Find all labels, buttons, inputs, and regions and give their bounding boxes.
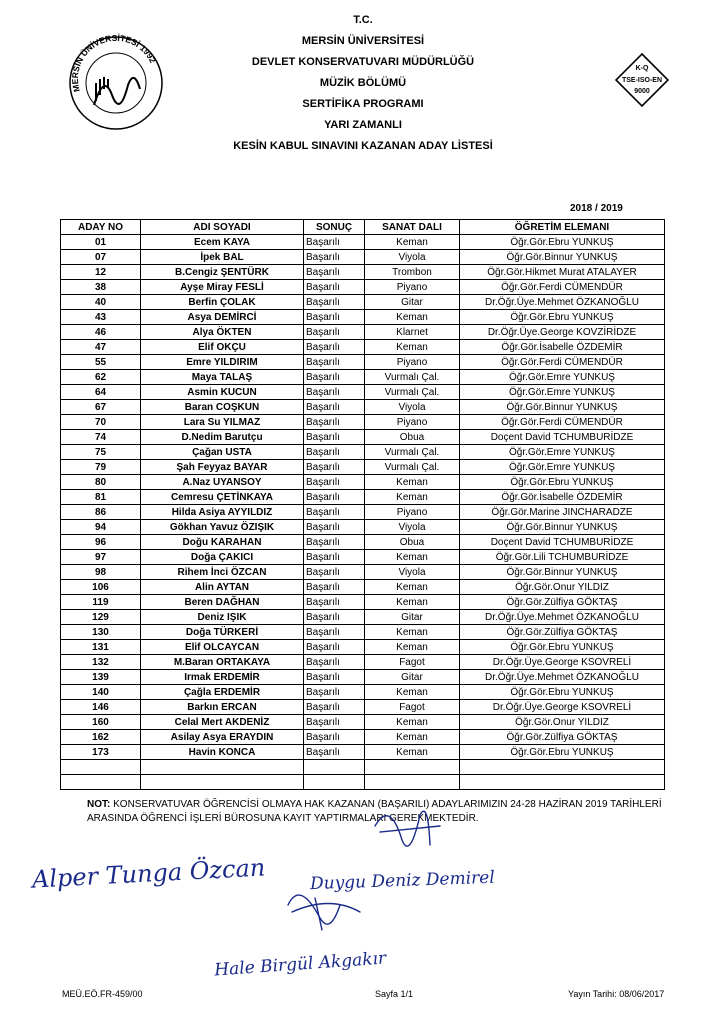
cell-sanat-dali: Keman xyxy=(365,715,460,730)
col-sonuc: SONUÇ xyxy=(304,220,365,235)
cell-sonuc: Başarılı xyxy=(304,715,365,730)
table-row xyxy=(61,385,665,400)
cell-sonuc: Başarılı xyxy=(304,415,365,430)
table-row xyxy=(61,355,665,370)
cell-adi-soyadi: Çağan USTA xyxy=(141,445,304,460)
cell-sonuc: Başarılı xyxy=(304,520,365,535)
cell-sanat-dali: Klarnet xyxy=(365,325,460,340)
cell-aday-no: 140 xyxy=(61,685,141,700)
cell-aday-no: 55 xyxy=(61,355,141,370)
cell-sanat-dali: Fagot xyxy=(365,700,460,715)
table-row xyxy=(61,520,665,535)
header-line-5: SERTİFİKA PROGRAMI xyxy=(302,98,424,110)
cell-sonuc: Başarılı xyxy=(304,355,365,370)
table-row xyxy=(61,655,665,670)
header-line-4: MÜZİK BÖLÜMÜ xyxy=(319,77,407,89)
cell-sanat-dali: Piyano xyxy=(365,415,460,430)
form-code: MEÜ.EÖ.FR-459/00 xyxy=(62,989,143,999)
table-row xyxy=(61,250,665,265)
cell-ogretim-elemani: Doçent David TCHUMBURİDZE xyxy=(460,430,665,445)
table-row xyxy=(61,730,665,745)
cell-adi-soyadi: Beren DAĞHAN xyxy=(141,595,304,610)
page-number: Sayfa 1/1 xyxy=(375,989,414,999)
table-row xyxy=(61,400,665,415)
cell-ogretim-elemani: Dr.Öğr.Üye.Mehmet ÖZKANOĞLU xyxy=(460,670,665,685)
cell-aday-no: 139 xyxy=(61,670,141,685)
cell-sonuc: Başarılı xyxy=(304,700,365,715)
cell-ogretim-elemani: Öğr.Gör.İsabelle ÖZDEMİR xyxy=(460,490,665,505)
cell-adi-soyadi: Ecem KAYA xyxy=(141,235,304,250)
cell-ogretim-elemani: Öğr.Gör.Zülfiya GÖKTAŞ xyxy=(460,625,665,640)
table-row xyxy=(61,535,665,550)
cell-sonuc: Başarılı xyxy=(304,385,365,400)
cell-aday-no: 74 xyxy=(61,430,141,445)
cell-ogretim-elemani: Öğr.Gör.Binnur YUNKUŞ xyxy=(460,400,665,415)
cell-sonuc: Başarılı xyxy=(304,325,365,340)
signature-1: Alper Tunga Özcan xyxy=(31,853,266,894)
registration-note xyxy=(87,798,667,826)
cell-adi-soyadi: Deniz IŞIK xyxy=(141,610,304,625)
cell-sanat-dali: Keman xyxy=(365,640,460,655)
cell-sonuc: Başarılı xyxy=(304,745,365,760)
cell-sonuc: Başarılı xyxy=(304,580,365,595)
cell-sonuc: Başarılı xyxy=(304,625,365,640)
cell-aday-no: 129 xyxy=(61,610,141,625)
table-row xyxy=(61,310,665,325)
cell-aday-no: 79 xyxy=(61,460,141,475)
note-label: NOT: xyxy=(87,799,111,810)
table-row xyxy=(61,580,665,595)
cell-adi-soyadi: B.Cengiz ŞENTÜRK xyxy=(141,265,304,280)
cell-aday-no: 67 xyxy=(61,400,141,415)
cell-adi-soyadi: Ayşe Miray FESLİ xyxy=(141,280,304,295)
cell-sanat-dali: Keman xyxy=(365,310,460,325)
col-aday-no: ADAY NO xyxy=(61,220,141,235)
cell-aday-no: 132 xyxy=(61,655,141,670)
cell-ogretim-elemani: Öğr.Gör.Lili TCHUMBURİDZE xyxy=(460,550,665,565)
cell-sanat-dali: Gitar xyxy=(365,295,460,310)
cell-sanat-dali: Piyano xyxy=(365,355,460,370)
table-row xyxy=(61,550,665,565)
cell-adi-soyadi: Şah Feyyaz BAYAR xyxy=(141,460,304,475)
cell-aday-no: 62 xyxy=(61,370,141,385)
cell-adi-soyadi: Alya ÖKTEN xyxy=(141,325,304,340)
table-row xyxy=(61,775,665,790)
cell-sonuc: Başarılı xyxy=(304,235,365,250)
cell-sonuc: Başarılı xyxy=(304,250,365,265)
cell-ogretim-elemani: Doçent David TCHUMBURİDZE xyxy=(460,535,665,550)
table-row xyxy=(61,700,665,715)
cell-adi-soyadi: İpek BAL xyxy=(141,250,304,265)
table-row xyxy=(61,490,665,505)
cell-adi-soyadi: Elif OLCAYCAN xyxy=(141,640,304,655)
cell-sanat-dali: Piyano xyxy=(365,505,460,520)
header-line-6: YARI ZAMANLI xyxy=(324,119,402,131)
cell-aday-no: 75 xyxy=(61,445,141,460)
cell-ogretim-elemani: Dr.Öğr.Üye.George KOVZİRİDZE xyxy=(460,325,665,340)
cell-ogretim-elemani xyxy=(460,775,665,790)
header-line-7: KESİN KABUL SINAVINI KAZANAN ADAY LİSTESİ xyxy=(233,140,493,152)
cell-sonuc xyxy=(304,760,365,775)
cell-sonuc: Başarılı xyxy=(304,550,365,565)
cell-aday-no: 119 xyxy=(61,595,141,610)
cell-sonuc: Başarılı xyxy=(304,295,365,310)
cell-sonuc: Başarılı xyxy=(304,310,365,325)
col-ogretim-elemani: ÖĞRETİM ELEMANI xyxy=(460,220,665,235)
cell-sanat-dali: Keman xyxy=(365,595,460,610)
cell-sonuc: Başarılı xyxy=(304,565,365,580)
cell-ogretim-elemani: Öğr.Gör.Ferdi CÜMENDÜR xyxy=(460,415,665,430)
cell-adi-soyadi: Asya DEMİRCİ xyxy=(141,310,304,325)
cell-sonuc: Başarılı xyxy=(304,430,365,445)
cell-sanat-dali: Vurmalı Çal. xyxy=(365,370,460,385)
cell-ogretim-elemani: Dr.Öğr.Üye.George KSOVRELİ xyxy=(460,655,665,670)
cell-adi-soyadi: M.Baran ORTAKAYA xyxy=(141,655,304,670)
cell-sanat-dali: Gitar xyxy=(365,610,460,625)
svg-text:TSE-ISO-EN: TSE-ISO-EN xyxy=(621,77,663,84)
table-row xyxy=(61,235,665,250)
cell-sanat-dali: Fagot xyxy=(365,655,460,670)
cell-aday-no: 86 xyxy=(61,505,141,520)
cell-ogretim-elemani: Öğr.Gör.Ebru YUNKUŞ xyxy=(460,235,665,250)
table-body xyxy=(61,235,665,790)
university-logo xyxy=(66,33,166,133)
cell-sanat-dali xyxy=(365,760,460,775)
cell-sanat-dali: Obua xyxy=(365,535,460,550)
cell-ogretim-elemani: Öğr.Gör.Marine JINCHARADZE xyxy=(460,505,665,520)
cell-ogretim-elemani: Öğr.Gör.Emre YUNKUŞ xyxy=(460,370,665,385)
table-row xyxy=(61,745,665,760)
table-row xyxy=(61,475,665,490)
tse-iso-certification-badge xyxy=(615,53,669,107)
cell-aday-no: 96 xyxy=(61,535,141,550)
cell-aday-no: 47 xyxy=(61,340,141,355)
cell-ogretim-elemani: Öğr.Gör.Binnur YUNKUŞ xyxy=(460,250,665,265)
cell-adi-soyadi: Gökhan Yavuz ÖZIŞIK xyxy=(141,520,304,535)
cell-sanat-dali: Keman xyxy=(365,340,460,355)
cell-ogretim-elemani: Öğr.Gör.Onur YILDIZ xyxy=(460,580,665,595)
cell-aday-no: 98 xyxy=(61,565,141,580)
table-row xyxy=(61,685,665,700)
cell-sanat-dali: Keman xyxy=(365,550,460,565)
table-row xyxy=(61,505,665,520)
cell-sanat-dali: Viyola xyxy=(365,250,460,265)
cell-aday-no: 64 xyxy=(61,385,141,400)
cell-aday-no: 130 xyxy=(61,625,141,640)
cell-adi-soyadi: Irmak ERDEMİR xyxy=(141,670,304,685)
header-line-2: MERSİN ÜNİVERSİTESİ xyxy=(301,35,425,47)
cell-sanat-dali: Vurmalı Çal. xyxy=(365,385,460,400)
cell-aday-no: 97 xyxy=(61,550,141,565)
table-row xyxy=(61,325,665,340)
cell-sanat-dali: Keman xyxy=(365,745,460,760)
cell-sanat-dali: Viyola xyxy=(365,520,460,535)
cell-sanat-dali: Keman xyxy=(365,685,460,700)
cell-sonuc: Başarılı xyxy=(304,400,365,415)
cell-adi-soyadi xyxy=(141,775,304,790)
cell-sonuc: Başarılı xyxy=(304,640,365,655)
cell-aday-no: 12 xyxy=(61,265,141,280)
table-row xyxy=(61,370,665,385)
cell-adi-soyadi: Lara Su YILMAZ xyxy=(141,415,304,430)
cell-aday-no: 43 xyxy=(61,310,141,325)
cell-aday-no: 38 xyxy=(61,280,141,295)
cell-sanat-dali: Trombon xyxy=(365,265,460,280)
cell-ogretim-elemani: Öğr.Gör.İsabelle ÖZDEMİR xyxy=(460,340,665,355)
cell-sonuc: Başarılı xyxy=(304,655,365,670)
cell-ogretim-elemani: Öğr.Gör.Onur YILDIZ xyxy=(460,715,665,730)
cell-adi-soyadi: Emre YILDIRIM xyxy=(141,355,304,370)
cell-adi-soyadi: D.Nedim Barutçu xyxy=(141,430,304,445)
table-row xyxy=(61,595,665,610)
candidate-table xyxy=(60,219,665,790)
cell-aday-no: 70 xyxy=(61,415,141,430)
cell-sanat-dali: Piyano xyxy=(365,280,460,295)
cell-sanat-dali: Keman xyxy=(365,730,460,745)
cell-sanat-dali: Gitar xyxy=(365,670,460,685)
cell-ogretim-elemani: Öğr.Gör.Ebru YUNKUŞ xyxy=(460,685,665,700)
table-header-row xyxy=(61,220,665,235)
cell-ogretim-elemani: Öğr.Gör.Ferdi CÜMENDÜR xyxy=(460,355,665,370)
table-row xyxy=(61,280,665,295)
cell-sonuc: Başarılı xyxy=(304,610,365,625)
cell-aday-no: 80 xyxy=(61,475,141,490)
cell-ogretim-elemani: Öğr.Gör.Binnur YUNKUŞ xyxy=(460,565,665,580)
cell-aday-no: 106 xyxy=(61,580,141,595)
cell-adi-soyadi: Baran COŞKUN xyxy=(141,400,304,415)
cell-sonuc: Başarılı xyxy=(304,265,365,280)
cell-aday-no: 40 xyxy=(61,295,141,310)
cell-adi-soyadi: Çağla ERDEMİR xyxy=(141,685,304,700)
cell-ogretim-elemani: Dr.Öğr.Üye.George KSOVRELİ xyxy=(460,700,665,715)
cell-sonuc: Başarılı xyxy=(304,730,365,745)
table-row xyxy=(61,430,665,445)
svg-text:9000: 9000 xyxy=(634,88,650,95)
cell-sanat-dali: Vurmalı Çal. xyxy=(365,460,460,475)
col-sanat-dali: SANAT DALI xyxy=(365,220,460,235)
cell-sanat-dali: Keman xyxy=(365,235,460,250)
signature-2: Duygu Deniz Demirel xyxy=(309,867,496,895)
academic-year: 2018 / 2019 xyxy=(570,203,623,214)
cell-ogretim-elemani: Öğr.Gör.Emre YUNKUŞ xyxy=(460,385,665,400)
cell-ogretim-elemani: Öğr.Gör.Emre YUNKUŞ xyxy=(460,445,665,460)
svg-text:K-Q: K-Q xyxy=(635,65,649,72)
table-row xyxy=(61,460,665,475)
cell-aday-no: 131 xyxy=(61,640,141,655)
cell-adi-soyadi: Maya TALAŞ xyxy=(141,370,304,385)
cell-aday-no: 146 xyxy=(61,700,141,715)
cell-adi-soyadi: Asilay Asya ERAYDIN xyxy=(141,730,304,745)
cell-sanat-dali: Vurmalı Çal. xyxy=(365,445,460,460)
cell-adi-soyadi: Barkın ERCAN xyxy=(141,700,304,715)
cell-adi-soyadi: Asmin KUCUN xyxy=(141,385,304,400)
table-row xyxy=(61,760,665,775)
table-row xyxy=(61,565,665,580)
cell-sonuc: Başarılı xyxy=(304,370,365,385)
cell-ogretim-elemani: Öğr.Gör.Emre YUNKUŞ xyxy=(460,460,665,475)
table-row xyxy=(61,295,665,310)
cell-adi-soyadi: Alin AYTAN xyxy=(141,580,304,595)
cell-ogretim-elemani: Öğr.Gör.Zülfiya GÖKTAŞ xyxy=(460,595,665,610)
cell-sonuc: Başarılı xyxy=(304,340,365,355)
cell-ogretim-elemani xyxy=(460,760,665,775)
cell-ogretim-elemani: Öğr.Gör.Hikmet Murat ATALAYER xyxy=(460,265,665,280)
table-row xyxy=(61,445,665,460)
cell-sonuc: Başarılı xyxy=(304,475,365,490)
cell-ogretim-elemani: Öğr.Gör.Ebru YUNKUŞ xyxy=(460,640,665,655)
cell-ogretim-elemani: Öğr.Gör.Ebru YUNKUŞ xyxy=(460,745,665,760)
cell-aday-no: 07 xyxy=(61,250,141,265)
cell-adi-soyadi: Hilda Asiya AYYILDIZ xyxy=(141,505,304,520)
signature-3: Hale Birgül Akgakır xyxy=(213,948,387,981)
note-text: KONSERVATUVAR ÖĞRENCİSİ OLMAYA HAK KAZANAN (BAŞARILI) ADAYLARIMIZIN 24-28 HAZİRAN 2019 TARİHLERİ ARASINDA ÖĞRENCİ İŞLERİ BÜROSUNA KAYIT YAPTIRMALARI GEREKMEKTEDİR. xyxy=(87,799,662,824)
cell-ogretim-elemani: Öğr.Gör.Zülfiya GÖKTAŞ xyxy=(460,730,665,745)
cell-sonuc: Başarılı xyxy=(304,670,365,685)
table-row xyxy=(61,610,665,625)
cell-sonuc: Başarılı xyxy=(304,595,365,610)
cell-sanat-dali: Keman xyxy=(365,625,460,640)
cell-aday-no xyxy=(61,775,141,790)
cell-ogretim-elemani: Öğr.Gör.Ferdi CÜMENDÜR xyxy=(460,280,665,295)
cell-adi-soyadi xyxy=(141,760,304,775)
cell-adi-soyadi: Doğa ÇAKICI xyxy=(141,550,304,565)
cell-ogretim-elemani: Öğr.Gör.Ebru YUNKUŞ xyxy=(460,475,665,490)
cell-adi-soyadi: Havin KONCA xyxy=(141,745,304,760)
cell-aday-no: 162 xyxy=(61,730,141,745)
cell-sonuc: Başarılı xyxy=(304,460,365,475)
cell-aday-no: 46 xyxy=(61,325,141,340)
table-row xyxy=(61,415,665,430)
cell-adi-soyadi: Doğu KARAHAN xyxy=(141,535,304,550)
table-row xyxy=(61,715,665,730)
cell-adi-soyadi: Cemresu ÇETİNKAYA xyxy=(141,490,304,505)
cell-aday-no: 173 xyxy=(61,745,141,760)
cell-aday-no: 160 xyxy=(61,715,141,730)
table-row xyxy=(61,340,665,355)
cell-sanat-dali: Viyola xyxy=(365,565,460,580)
cell-sanat-dali: Viyola xyxy=(365,400,460,415)
cell-adi-soyadi: Rihem İnci ÖZCAN xyxy=(141,565,304,580)
cell-aday-no: 81 xyxy=(61,490,141,505)
cell-adi-soyadi: A.Naz UYANSOY xyxy=(141,475,304,490)
cell-aday-no xyxy=(61,760,141,775)
cell-sonuc xyxy=(304,775,365,790)
cell-adi-soyadi: Berfin ÇOLAK xyxy=(141,295,304,310)
cell-sonuc: Başarılı xyxy=(304,685,365,700)
cell-adi-soyadi: Celal Mert AKDENİZ xyxy=(141,715,304,730)
table-row xyxy=(61,670,665,685)
cell-sanat-dali: Obua xyxy=(365,430,460,445)
cell-ogretim-elemani: Dr.Öğr.Üye.Mehmet ÖZKANOĞLU xyxy=(460,295,665,310)
table-row xyxy=(61,640,665,655)
cell-sonuc: Başarılı xyxy=(304,505,365,520)
cell-sanat-dali: Keman xyxy=(365,475,460,490)
header-line-3: DEVLET KONSERVATUVARI MÜDÜRLÜĞÜ xyxy=(251,56,475,68)
table-row xyxy=(61,625,665,640)
cell-sanat-dali: Keman xyxy=(365,490,460,505)
cell-ogretim-elemani: Dr.Öğr.Üye.Mehmet ÖZKANOĞLU xyxy=(460,610,665,625)
cell-adi-soyadi: Doğa TÜRKERİ xyxy=(141,625,304,640)
cell-sonuc: Başarılı xyxy=(304,490,365,505)
svg-text:MERSİN ÜNİVERSİTESİ 1992: MERSİN ÜNİVERSİTESİ 1992 xyxy=(69,33,159,93)
cell-ogretim-elemani: Öğr.Gör.Binnur YUNKUŞ xyxy=(460,520,665,535)
cell-sanat-dali xyxy=(365,775,460,790)
col-adi-soyadi: ADI SOYADI xyxy=(141,220,304,235)
cell-sonuc: Başarılı xyxy=(304,535,365,550)
publish-date: Yayın Tarihi: 08/06/2017 xyxy=(568,989,665,999)
table-row xyxy=(61,265,665,280)
cell-sanat-dali: Keman xyxy=(365,580,460,595)
cell-ogretim-elemani: Öğr.Gör.Ebru YUNKUŞ xyxy=(460,310,665,325)
cell-aday-no: 01 xyxy=(61,235,141,250)
header-line-1: T.C. xyxy=(353,14,373,26)
cell-sonuc: Başarılı xyxy=(304,280,365,295)
cell-sonuc: Başarılı xyxy=(304,445,365,460)
cell-aday-no: 94 xyxy=(61,520,141,535)
cell-adi-soyadi: Elif OKÇU xyxy=(141,340,304,355)
